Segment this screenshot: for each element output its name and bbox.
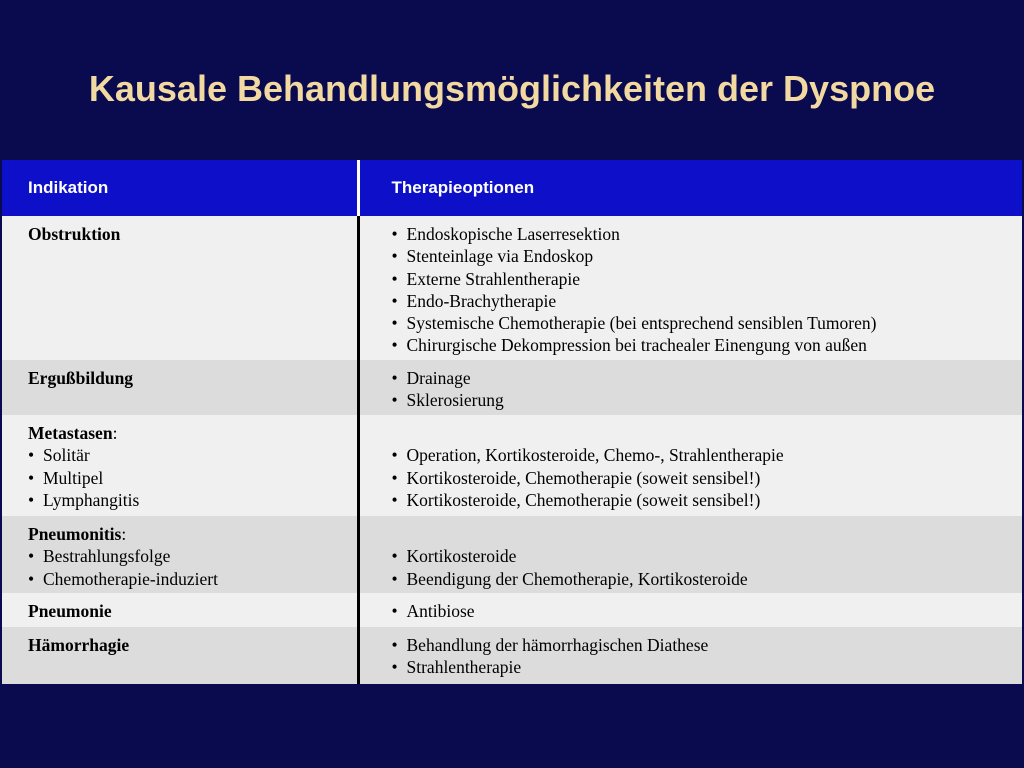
indication-heading-line [28,223,357,245]
bullet-icon: • [391,335,398,356]
indication-subitem [28,545,357,567]
therapy-item [392,367,1023,389]
therapy-item [392,568,1023,590]
therapy-text: Behandlung der hämorrhagischen Diathese [406,635,709,655]
indication-heading-line [28,600,357,622]
bullet-icon: • [391,313,398,334]
indication-name: Pneumonie [28,601,112,621]
therapy-item [392,312,1023,334]
indication-cell [2,415,358,516]
therapy-text: Antibiose [406,601,475,621]
therapy-text: Sklerosierung [406,390,504,411]
therapy-cell [358,360,1022,415]
bullet-icon: • [391,368,398,388]
therapy-text: Kortikosteroide, Chemotherapie (soweit sensibel!) [406,467,761,488]
therapy-item [392,489,1023,511]
therapy-item [392,656,1023,678]
therapy-item [392,634,1023,656]
header-indication: Indikation [2,160,358,216]
bullet-icon: • [391,268,398,289]
indication-name: Obstruktion [28,224,121,244]
therapy-item [392,290,1023,312]
indication-name: Ergußbildung [28,368,134,388]
therapy-text: Drainage [406,368,471,388]
bullet-icon: • [28,445,35,466]
table-body [2,216,1022,684]
therapy-item [392,600,1023,622]
therapy-text: Kortikosteroide [406,546,517,567]
indication-name: Metastasen [28,423,113,443]
bullet-icon: • [391,246,398,267]
therapy-text: Beendigung der Chemotherapie, Kortikosteroide [406,568,748,589]
bullet-icon: • [391,657,398,678]
therapy-cell [358,627,1022,684]
header-therapy: Therapieoptionen [358,160,1022,216]
indication-subitem-text: Multipel [43,467,104,488]
therapy-table [2,160,1022,684]
therapy-text: Externe Strahlentherapie [406,268,580,289]
therapy-item [392,223,1023,245]
bullet-icon: • [28,568,35,589]
bullet-icon: • [391,467,398,488]
therapy-cell [358,216,1022,360]
indication-cell [2,516,358,593]
therapy-item [392,334,1023,356]
therapy-item [392,545,1023,567]
therapy-item [392,245,1023,267]
indication-subitem-text: Lymphangitis [43,489,140,510]
indication-heading-line [28,634,357,656]
indication-suffix: : [112,423,118,443]
bullet-icon: • [391,390,398,411]
table-row [2,593,1022,627]
therapy-item [392,389,1023,411]
indication-name: Hämorrhagie [28,635,130,655]
indication-subitem [28,467,357,489]
indication-cell [2,627,358,684]
therapy-text: Systemische Chemotherapie (bei entsprechend sensiblen Tumoren) [406,313,877,334]
indication-name: Pneumonitis [28,524,122,544]
therapy-cell [358,415,1022,516]
bullet-icon: • [28,467,35,488]
table-row [2,360,1022,415]
bullet-icon: • [28,489,35,510]
indication-subitem-text: Chemotherapie-induziert [43,568,218,589]
therapy-text: Kortikosteroide, Chemotherapie (soweit sensibel!) [406,489,761,510]
indication-heading-line [28,367,357,389]
indication-cell [2,360,358,415]
indication-subitem [28,489,357,511]
bullet-icon: • [28,546,35,567]
indication-cell [2,216,358,360]
therapy-text: Strahlentherapie [406,657,522,678]
therapy-item [392,268,1023,290]
indication-suffix: : [121,524,127,544]
bullet-icon: • [391,568,398,589]
bullet-icon: • [391,601,398,621]
therapy-item [392,444,1023,466]
indication-subitem-text: Solitär [43,445,90,466]
therapy-text: Endo-Brachytherapie [406,290,557,311]
therapy-text: Endoskopische Laserresektion [406,224,620,244]
therapy-text: Stenteinlage via Endoskop [406,246,594,267]
bullet-icon: • [391,224,398,244]
indication-cell [2,593,358,627]
indication-subitem-text: Bestrahlungsfolge [43,546,171,567]
table-header-row [2,160,1022,216]
indication-heading-line [28,422,357,444]
bullet-icon: • [391,290,398,311]
indication-subitem [28,568,357,590]
slide-title: Kausale Behandlungsmöglichkeiten der Dyspnoe [88,68,936,109]
indication-heading-line [28,523,357,545]
bullet-icon: • [391,635,398,655]
table-row [2,627,1022,684]
table-row [2,415,1022,516]
table-row [2,516,1022,593]
therapy-cell [358,516,1022,593]
bullet-icon: • [391,445,398,466]
indication-subitem [28,444,357,466]
therapy-text: Chirurgische Dekompression bei trachealer Einengung von außen [406,335,867,356]
bullet-icon: • [391,489,398,510]
table [2,160,1022,684]
therapy-item [392,467,1023,489]
table-row [2,216,1022,360]
therapy-cell [358,593,1022,627]
bullet-icon: • [391,546,398,567]
therapy-text: Operation, Kortikosteroide, Chemo-, Strahlentherapie [406,445,784,466]
